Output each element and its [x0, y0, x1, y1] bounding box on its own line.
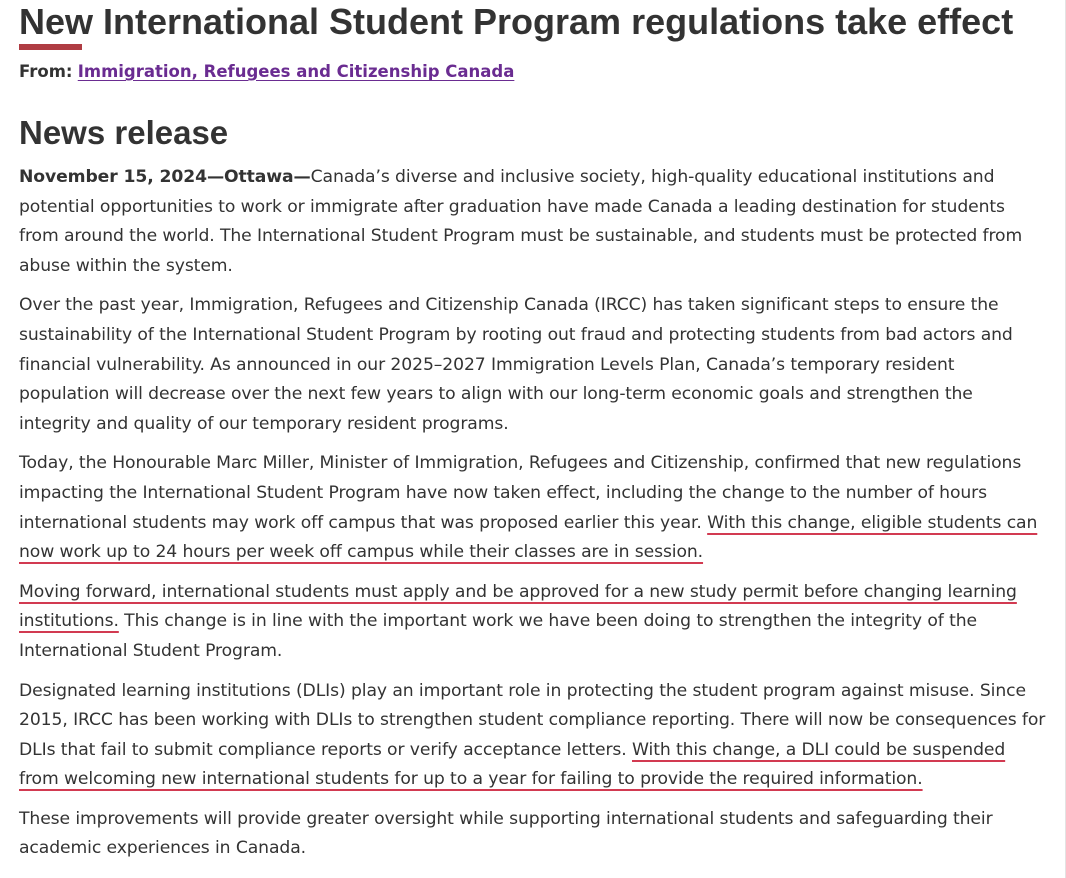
from-label: From: — [19, 62, 73, 81]
highlighted-text-dli-suspension: With this change, a DLI could be suspended from welcoming new international students for up to a year for failing to provide the required information. — [19, 739, 1006, 790]
dateline: November 15, 2024—Ottawa— — [19, 167, 311, 187]
paragraph-5-text: Designated learning institutions (DLIs) play an important role in protecting the student program against misuse. Since 2015, IRCC has been working with DLIs to strengthen student compliance reporting. There will now be consequences for DLIs that fail to submit compliance reports or verify acceptance letters. — [19, 680, 1046, 760]
paragraph-3 — [19, 449, 1049, 567]
from-line — [19, 61, 1049, 83]
paragraph-4 — [19, 578, 1049, 667]
highlighted-text-study-permit: Moving forward, international students must apply and be approved for a new study permit before changing learning institutions. — [19, 581, 1017, 632]
paragraph-2-text: Over the past year, Immigration, Refugees and Citizenship Canada (IRCC) has taken significant steps to ensure the sustainability of the International Student Program by rooting out fraud and protecting students from bad actors and financial vulnerability. As announced in our 2025–2027 Immigration Levels Plan, Canada’s temporary resident population will decrease over the next few years to align with our long-term economic goals and strengthen the integrity and quality of our temporary resident programs. — [19, 295, 1013, 434]
page-title: New International Student Program regulations take effect — [19, 1, 1014, 42]
highlighted-text-work-hours: With this change, eligible students can now work up to 24 hours per week off campus while their classes are in session. — [19, 512, 1038, 563]
paragraph-6-text: These improvements will provide greater oversight while supporting international students and safeguarding their academic experiences in Canada. — [19, 808, 993, 859]
section-heading: News release — [19, 114, 229, 151]
article-body — [19, 163, 1049, 864]
paragraph-5 — [19, 677, 1049, 795]
paragraph-1-text: Canada’s diverse and inclusive society, high-quality educational institutions and potential opportunities to work or immigrate after graduation have made Canada a leading destination for students from around the world. The International Student Program must be sustainable, and students must be protected from abuse within the system. — [19, 167, 1023, 276]
paragraph-2 — [19, 291, 1049, 439]
paragraph-4-text: This change is in line with the important work we have been doing to strengthen the integrity of the International Student Program. — [19, 611, 977, 661]
title-accent-bar — [19, 44, 82, 50]
paragraph-3-text: Today, the Honourable Marc Miller, Minister of Immigration, Refugees and Citizenship, confirmed that new regulations impacting the International Student Program have now taken effect, including the change to the number of hours international students may work off campus that was proposed earlier this year. — [19, 453, 1022, 533]
news-article — [19, 0, 1049, 874]
paragraph-6 — [19, 805, 1049, 864]
department-link[interactable]: Immigration, Refugees and Citizenship Canada — [77, 62, 515, 81]
paragraph-1 — [19, 163, 1049, 281]
